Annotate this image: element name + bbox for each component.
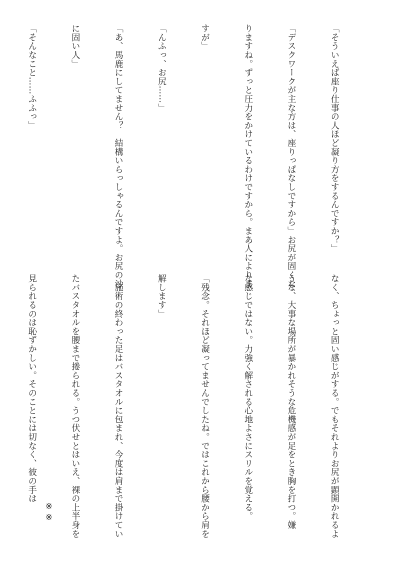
- text-line: たバスタオルを腰まで捲られる。うつ伏せとはいえ、裸の上半身を: [69, 274, 80, 538]
- text-line: 「あ、馬鹿にしてません？ 結構いらっしゃるんですよ。お尻の沙: [113, 24, 124, 288]
- text-line: 「残念。それほど凝ってませんでしたね。ではこれから腰から肩を: [199, 274, 210, 538]
- text-line: 「んふっ、お尻……」: [156, 24, 167, 112]
- text-block-top: [26, 24, 370, 288]
- text-line: 「そういえば座り仕事の人ほど凝り方をするんですか？」: [329, 24, 340, 253]
- text-line: な感じではない。力強く解される心地よさにスリルを覚える。: [242, 274, 253, 521]
- text-line: 施術の終わった足はバスタオルに包まれ、今度は肩まで掛けてい: [113, 274, 124, 538]
- text-block-bottom: [26, 274, 370, 538]
- text-line: 見られるのは恥ずかしい。そのことには切なく、彼の手は: [26, 274, 37, 503]
- text-line: りますね。ずっと圧力をかけているわけですから。まあ人によりま: [242, 24, 253, 288]
- text-line: 解します」: [156, 274, 167, 318]
- text-line: に固い人」: [69, 24, 80, 68]
- text-line: すが」: [199, 24, 210, 51]
- text-line: うな、大事な場所が暴かれそうな危機感が足をとき胸を打つ。嫌: [285, 274, 296, 530]
- text-line: なく、ちょっと固い感じがする。でもそれよりお尻が顕開かれるよ: [329, 274, 340, 538]
- scene-break: ※※: [44, 502, 54, 524]
- text-line: 「そんなこと……ふふっ」: [26, 24, 37, 130]
- text-line: 「デスクワークが主な方は、座りっぱなしですから」お尻が固くな: [285, 24, 296, 288]
